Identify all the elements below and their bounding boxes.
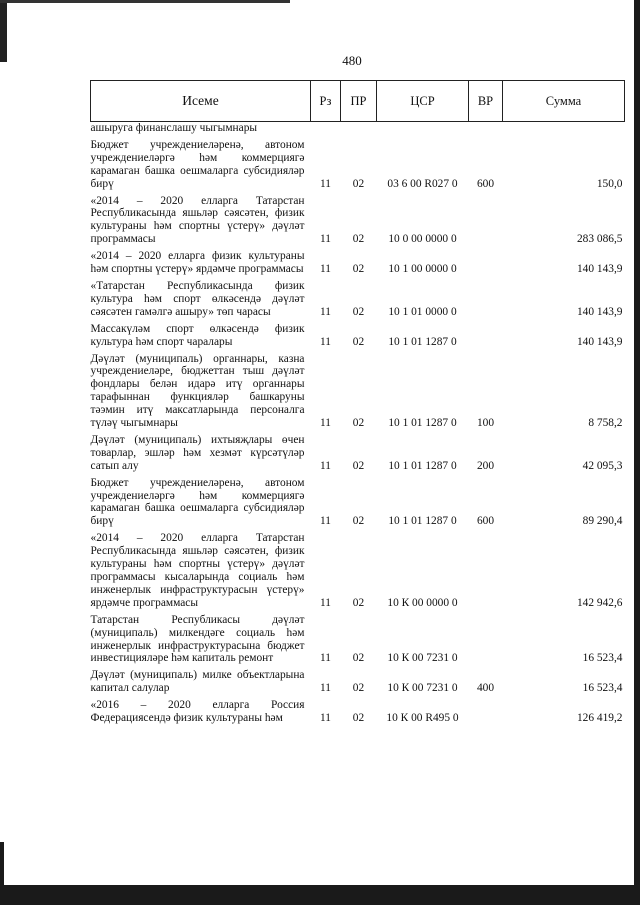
- row-rz: 11: [320, 459, 331, 472]
- row-name: Массакүләм спорт өлкәсендә физик культура һәм спорт чаралары: [90, 322, 305, 348]
- row-rz: 11: [320, 335, 331, 348]
- row-name: Дәүләт (муниципаль) органнары, казна учреждениеләре, бюджеттан тыш дәүләт фондлары белән идарә итү органнары тарафыннан функцияләр башкаруны тәэмин итү максатларында персоналга түләү чыгымнары: [90, 352, 305, 430]
- row-sum: 142 942,6: [576, 596, 623, 609]
- row-rz: 11: [320, 233, 331, 246]
- row-sum: 150,0: [596, 177, 623, 190]
- page-number: 480: [342, 53, 362, 68]
- scan-edge-bottom: [0, 885, 640, 905]
- row-name: «Татарстан Республикасында физик культура һәм спорт өлкәсендә дәүләт сәясәтен гамәлгә ашыру» төп чарасы: [90, 279, 305, 318]
- table-row: [91, 474, 625, 530]
- row-vr: 200: [476, 459, 495, 472]
- row-name: ашыруга финанслашу чыгымнары: [90, 122, 258, 134]
- row-vr: [469, 611, 503, 667]
- row-csr: 03 6 00 R027 0: [387, 177, 458, 190]
- table-row: [91, 320, 625, 350]
- row-csr: 10 1 01 1287 0: [388, 459, 457, 472]
- row-csr: [377, 122, 469, 136]
- row-vr: [469, 529, 503, 610]
- row-csr: 10 К 00 0000 0: [387, 596, 458, 609]
- row-rz: 11: [320, 515, 331, 528]
- table-row: [91, 192, 625, 248]
- row-vr: [469, 696, 503, 726]
- table-row: [91, 136, 625, 192]
- header-csr: ЦСР: [377, 81, 469, 122]
- row-pr: 02: [352, 305, 365, 318]
- row-sum: 140 143,9: [576, 305, 623, 318]
- table-row: [91, 350, 625, 431]
- row-pr: 02: [352, 177, 365, 190]
- row-vr: [469, 320, 503, 350]
- row-rz: 11: [320, 305, 331, 318]
- row-pr: 02: [352, 712, 365, 725]
- row-vr: [469, 277, 503, 320]
- header-rz: Рз: [311, 81, 341, 122]
- row-vr: 100: [476, 417, 495, 430]
- row-csr: 10 К 00 7231 0: [387, 652, 458, 665]
- row-pr: 02: [352, 459, 365, 472]
- row-sum: 89 290,4: [582, 515, 623, 528]
- row-rz: 11: [320, 596, 331, 609]
- row-vr: 400: [476, 682, 495, 695]
- row-rz: 11: [320, 417, 331, 430]
- row-csr: 10 1 01 1287 0: [388, 515, 457, 528]
- row-vr: [469, 247, 503, 277]
- row-name: «2014 – 2020 елларга Татарстан Республикасында яшьләр сәясәтен, физик культураны һәм спортны үстерү» дәүләт программасы: [90, 194, 305, 246]
- row-csr: 10 К 00 7231 0: [387, 682, 458, 695]
- table-row: [91, 696, 625, 726]
- table-header-row: [91, 81, 625, 122]
- row-pr: [341, 122, 377, 136]
- row-csr: 10 0 00 0000 0: [388, 233, 457, 246]
- table-row: [91, 277, 625, 320]
- row-rz: 11: [320, 652, 331, 665]
- row-sum: 16 523,4: [582, 652, 623, 665]
- row-pr: 02: [352, 652, 365, 665]
- row-pr: 02: [352, 515, 365, 528]
- row-pr: 02: [352, 263, 365, 276]
- row-sum: 16 523,4: [582, 682, 623, 695]
- row-vr: 600: [476, 515, 495, 528]
- scan-edge-top: [0, 0, 290, 3]
- table-row: [91, 611, 625, 667]
- row-sum: 8 758,2: [588, 417, 623, 430]
- header-sum: Сумма: [503, 81, 625, 122]
- row-vr: 600: [476, 177, 495, 190]
- row-rz: 11: [320, 263, 331, 276]
- table-row: [91, 529, 625, 610]
- row-name: «2014 – 2020 елларга физик культураны һәм спортны үстерү» ярдәмче программасы: [90, 250, 305, 276]
- row-name: Татарстан Республикасы дәүләт (муниципаль) милкендәге социаль һәм инженерлык инфраструктурасына бюджет инвестицияләре һәм капиталь ремонт: [90, 613, 305, 665]
- row-csr: 10 1 01 0000 0: [388, 305, 457, 318]
- row-sum: 283 086,5: [576, 233, 623, 246]
- row-rz: [311, 122, 341, 136]
- header-pr: ПР: [341, 81, 377, 122]
- table-row: [91, 122, 625, 136]
- row-rz: 11: [320, 712, 331, 725]
- row-name: Бюджет учреждениеләренә, автоном учреждениеләргә һәм коммерциягә карамаган башка оешмаларга субсидияләр бирү: [90, 138, 305, 190]
- row-csr: 10 К 00 R495 0: [386, 712, 459, 725]
- scan-edge-left-bottom: [0, 842, 4, 905]
- row-rz: 11: [320, 682, 331, 695]
- row-name: Дәүләт (муниципаль) милке объектларына капитал салулар: [90, 669, 305, 695]
- row-sum: [503, 122, 625, 136]
- row-vr: [469, 192, 503, 248]
- table-row: [91, 431, 625, 474]
- row-name: «2016 – 2020 елларга Россия Федерациясендә физик культураны һәм: [90, 699, 305, 725]
- row-pr: 02: [352, 682, 365, 695]
- row-name: «2014 – 2020 елларга Татарстан Республикасында яшьләр сәясәтен, физик культураны һәм спортны үстерү» дәүләт программасы кысаларында социаль һәм инженерлык инфраструктурасын үстерү» ярдәмче программасы: [90, 532, 305, 609]
- row-name: Дәүләт (муниципаль) ихтыяҗлары өчен товарлар, эшләр һәм хезмәт күрсәтүләр сатып алу: [90, 433, 305, 472]
- row-pr: 02: [352, 596, 365, 609]
- row-csr: 10 1 00 0000 0: [388, 263, 457, 276]
- row-sum: 126 419,2: [576, 712, 623, 725]
- header-name: Исеме: [91, 81, 311, 122]
- row-sum: 42 095,3: [582, 459, 623, 472]
- row-sum: 140 143,9: [576, 263, 623, 276]
- row-csr: 10 1 01 1287 0: [388, 417, 457, 430]
- row-sum: 140 143,9: [576, 335, 623, 348]
- row-pr: 02: [352, 335, 365, 348]
- row-pr: 02: [352, 417, 365, 430]
- row-vr: [469, 122, 503, 136]
- table-row: [91, 666, 625, 696]
- row-csr: 10 1 01 1287 0: [388, 335, 457, 348]
- row-name: Бюджет учреждениеләренә, автоном учреждениеләргә һәм коммерциягә карамаган башка оешмаларга субсидияләр бирү: [90, 476, 305, 528]
- budget-table: [90, 80, 625, 726]
- scan-edge-right: [634, 0, 640, 905]
- header-vr: ВР: [469, 81, 503, 122]
- row-rz: 11: [320, 177, 331, 190]
- table-row: [91, 247, 625, 277]
- row-pr: 02: [352, 233, 365, 246]
